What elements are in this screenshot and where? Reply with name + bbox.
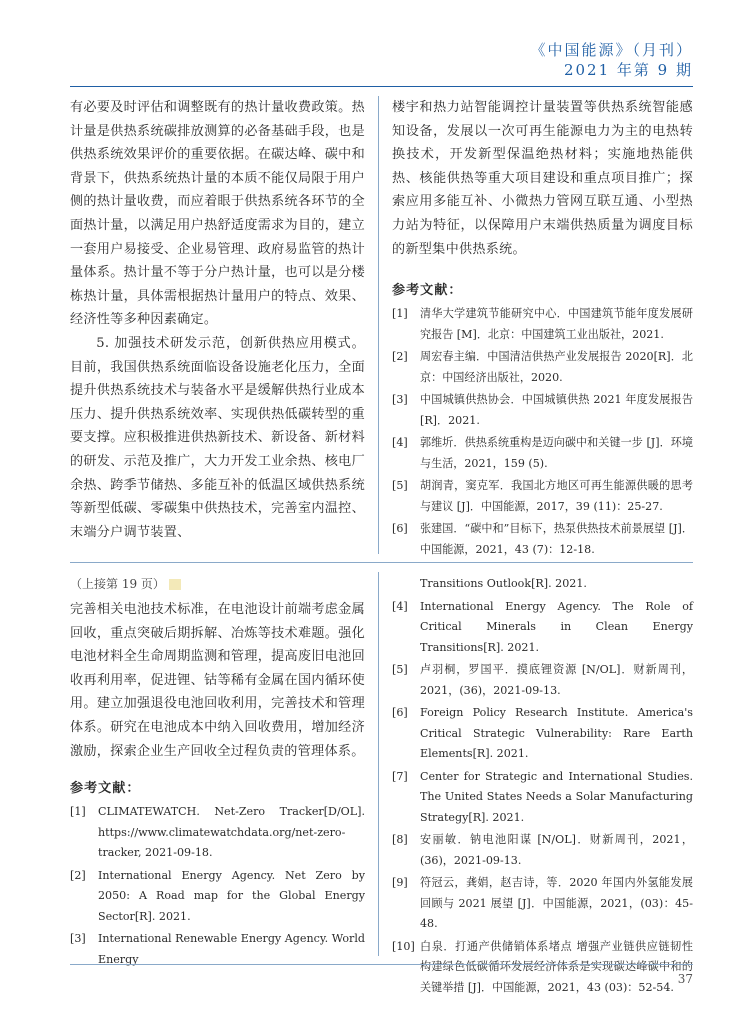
body-paragraph: 有必要及时评估和调整既有的热计量收费政策。热计量是供热系统碳排放测算的必备基础手段，也是供热系统效果评价的重要依据。在碳达峰、碳中和背景下，供热系统热计量的本质不能仅局限于用户侧的热计量收费，而应着眼于供热系统各环节的全面热计量，以满足用户热舒适度需求为目的，建立一套用户易接受、企业易管理、政府易监管的热计量体系。热计量不等于分户热计量，也可以是分楼栋热计量，具体需根据热计量用户的特点、效果、经济性等多种因素确定。 (70, 100, 365, 328)
reference-item: [1] 清华大学建筑节能研究中心．中国建筑节能年度发展研究报告 [M]．北京：中国建筑工业出版社，2021. (392, 307, 693, 341)
reference-item: [4] 郭维圻．供热系统重构是迈向碳中和关键一步 [J]．环境与生活，2021，159 (5). (392, 436, 693, 470)
continuation-marker (169, 579, 181, 590)
reference-item: [6] 张建国．“碳中和”目标下，热泵供热技术前景展望 [J]．中国能源，2021，43 (7)：12-18. (392, 522, 693, 556)
reference-item: [6] Foreign Policy Research Institute. America's Critical Strategic Vulnerability: Rare Earth Elements[R]. 2021. (392, 706, 693, 760)
section-divider (70, 562, 693, 563)
issue-number: 2021 年第 9 期 (563, 61, 693, 79)
running-header (530, 40, 693, 80)
column-divider (378, 572, 379, 956)
bottom-left-column (70, 574, 365, 972)
body-paragraph: 完善相关电池技术标准，在电池设计前端考虑金属回收，重点突破后期拆解、冶炼等技术难题。强化电池材料全生命周期监测和管理，提高废旧电池回收再利用率，促进锂、钴等稀有金属在国内循环使用。建立加强退役电池回收利用，完善技术和管理体系。研究在电池成本中纳入回收费用，增加经济激励，探索企业生产回收全过程负责的管理体系。 (70, 602, 365, 759)
body-paragraph: 5. 加强技术研发示范，创新供热应用模式。目前，我国供热系统面临设备设施老化压力，全面提升供热系统技术与装备水平是缓解供热行业成本压力、提升供热系统效率、实现供热低碳转型的重要支撑。应积极推进供热新技术、新设备、新材料的研发、示范及推广，大力开发工业余热、核电厂余热、跨季节储热、多能互补的低温区域供热系统等新型低碳、零碳集中供热技术，完善室内温控、末端分户调节装置、 (70, 335, 365, 540)
reference-item: Transitions Outlook[R]. 2021. (420, 577, 587, 590)
reference-item: [3] 中国城镇供热协会．中国城镇供热 2021 年度发展报告 [R]．2021. (392, 393, 693, 427)
reference-item: [5] 卢羽桐，罗国平．摸底锂资源 [N/OL]．财新周刊，2021，(36)，2021-09-13. (392, 663, 693, 697)
header-divider (70, 86, 693, 87)
reference-item: [2] 周宏春主编．中国清洁供热产业发展报告 2020[R]．北京：中国经济出版社，2020. (392, 350, 693, 384)
reference-item: [1] CLIMATEWATCH. Net-Zero Tracker[D/OL]. https://www.climatewatchdata.org/net-zero-tracker, 2021-09-18. (70, 805, 365, 860)
reference-item: [3] International Renewable Energy Agency. World Energy (70, 932, 365, 966)
reference-item: [4] International Energy Agency. The Role of Critical Minerals in Clean Energy Transitions[R]. 2021. (392, 599, 693, 654)
body-paragraph: 楼宇和热力站智能调控计量装置等供热系统智能感知设备，发展以一次可再生能源电力为主的电热转换技术，开发新型保温绝热材料；实施地热能供热、核能供热等重大项目建设和重点项目推广；探索应用多能互补、小微热力管网互联互通、小型热力站为特征，以保障用户末端供热质量为调度目标的新型集中供热系统。 (392, 100, 693, 257)
top-left-column (70, 96, 365, 544)
column-divider (378, 96, 379, 554)
reference-item: [5] 胡润青，窦克军．我国北方地区可再生能源供暖的思考与建议 [J]．中国能源，2017，39 (11)：25-27. (392, 479, 693, 513)
reference-list (392, 304, 693, 560)
reference-item: [10] 白泉．打通产供储销体系堵点 增强产业链供应链韧性 构建绿色低碳循环发展经济体系是实现碳达峰碳中和的关键举措 [J]．中国能源，2021，43 (03)：52-54. (392, 939, 693, 994)
top-right-column (392, 96, 693, 562)
bottom-right-column (392, 574, 693, 1000)
reference-item: [2] International Energy Agency. Net Zero by 2050: A Road map for the Global Energy Sector[R]. 2021. (70, 868, 365, 923)
references-heading: 参考文献： (70, 781, 141, 797)
references-heading: 参考文献： (392, 283, 463, 299)
reference-list (70, 802, 365, 970)
reference-item: [8] 安丽敏．钠电池阳谋 [N/OL]．财新周刊，2021，(36)，2021-09-13. (392, 833, 693, 867)
footer-divider (70, 964, 693, 965)
page-number: 37 (677, 972, 693, 986)
reference-item: [7] Center for Strategic and International Studies. The United States Needs a Solar Manufacturing Strategy[R]. 2021. (392, 769, 693, 824)
continued-from-note: （上接第 19 页） (70, 574, 365, 594)
reference-item: [9] 符冠云，龚娟，赵吉诗，等．2020 年国内外氢能发展回顾与 2021 展望 [J]．中国能源，2021，(03)：45-48. (392, 876, 693, 930)
reference-list (392, 574, 693, 998)
journal-title: 《中国能源》（月刊） (530, 41, 693, 59)
